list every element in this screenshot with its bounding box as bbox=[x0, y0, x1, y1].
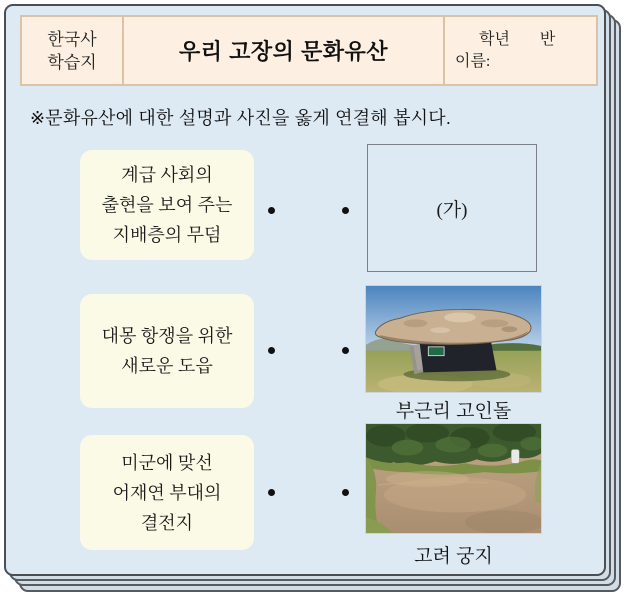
worksheet-header bbox=[20, 15, 598, 86]
connector-dot-left-row3[interactable] bbox=[268, 489, 275, 496]
photo-caption-palace-site: 고려 궁지 bbox=[414, 546, 493, 567]
placeholder-label: (가) bbox=[436, 199, 468, 221]
description-line: 미군에 맞선 bbox=[121, 452, 213, 473]
description-card-1 bbox=[80, 150, 254, 260]
palace-site-illustration bbox=[366, 424, 541, 533]
description-line: 계급 사회의 bbox=[121, 165, 213, 185]
answer-placeholder-box bbox=[367, 144, 537, 272]
name-label: 이름: bbox=[455, 52, 491, 70]
description-line: 지배층의 무덤 bbox=[112, 225, 222, 245]
worksheet-front-sheet bbox=[4, 4, 606, 576]
connector-dot-left-row2[interactable] bbox=[268, 347, 275, 354]
grade-label: 학년 bbox=[479, 30, 510, 48]
instruction-text: ※문화유산에 대한 설명과 사진을 옳게 연결해 봅시다. bbox=[30, 108, 452, 128]
description-card-3 bbox=[80, 435, 254, 550]
connector-dot-right-row3[interactable] bbox=[342, 489, 349, 496]
connector-dot-right-row2[interactable] bbox=[342, 347, 349, 354]
description-line: 어재연 부대의 bbox=[112, 482, 222, 503]
subject-badge bbox=[22, 17, 124, 84]
subject-line1: 한국사 bbox=[47, 29, 97, 49]
description-line: 새로운 도읍 bbox=[121, 356, 213, 376]
grade-class-row bbox=[479, 29, 596, 51]
dolmen-illustration bbox=[366, 286, 541, 392]
class-label: 반 bbox=[539, 30, 556, 48]
photo-caption-dolmen: 부근리 고인돌 bbox=[395, 401, 512, 422]
student-info bbox=[445, 17, 596, 84]
photo-bugeunri-dolmen bbox=[365, 285, 542, 393]
connector-dot-left-row1[interactable] bbox=[268, 207, 275, 214]
description-line: 대몽 항쟁을 위한 bbox=[101, 326, 233, 346]
description-line: 결전지 bbox=[140, 512, 194, 533]
connector-dot-right-row1[interactable] bbox=[342, 207, 349, 214]
page-title: 우리 고장의 문화유산 bbox=[124, 17, 445, 84]
description-card-2 bbox=[80, 294, 254, 408]
subject-line2: 학습지 bbox=[47, 52, 97, 72]
description-line: 출현을 보여 주는 bbox=[101, 195, 233, 215]
photo-goryeo-palace-site bbox=[365, 423, 542, 534]
